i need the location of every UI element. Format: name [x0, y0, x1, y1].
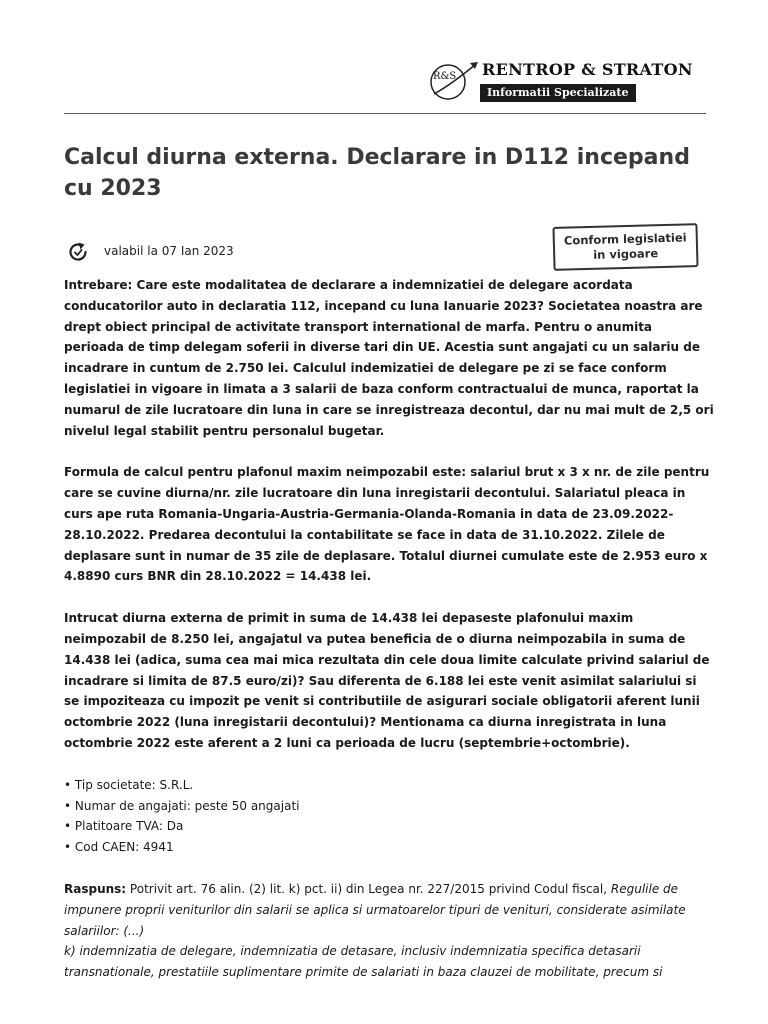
answer-label: Raspuns: — [64, 881, 127, 896]
list-item: • Cod CAEN: 4941 — [64, 840, 174, 855]
brand-initials: R&S — [433, 71, 457, 82]
article-body — [64, 275, 714, 983]
scenario-paragraph: Intrucat diurna externa de primit in suma de 14.438 lei depaseste plafonului maxim neimpozabil de 8.250 lei, angajatul va putea beneficia de o diurna neimpozabila in suma de 14.438 lei (adica, suma cea mai mica rezultata din cele doua limite calculate privind salariul de incadrare si limita de 87.5 euro/zi)? Sau diferenta de 6.188 lei este venit asimilat salariului si se impoziteaza cu impozit pe venit si contributiile de asigurari sociale obligatorii aferent lunii octombrie 2022 (luna inregistarii decontului)? Mentionama ca diurna inregistrata in luna octombrie 2022 este aferent a 2 luni ca perioada de lucru (septembrie+octombrie). — [64, 611, 710, 750]
list-item: • Tip societate: S.R.L. — [64, 777, 194, 792]
brand-tagline: Informatii Specializate — [480, 84, 636, 102]
header-divider — [64, 113, 706, 114]
refresh-icon — [66, 240, 90, 264]
legal-compliance-stamp — [552, 223, 698, 271]
formula-paragraph: Formula de calcul pentru plafonul maxim neimpozabil este: salariul brut x 3 x nr. de zile pentru care se cuvine diurna/nr. zile lucratoare din luna inregistarii decontului. Salariatul pleaca in curs ape ruta Romania-Ungaria-Austria-Germania-Olanda-Romania in data de 23.09.2022- 28.10.2022. Predarea decontului la contabilitate se face in data de 31.10.2022. Zilele de deplasare sunt in numar de 35 zile de deplasare. Totalul diurnei cumulate este de 2.953 euro x 4.8890 curs BNR din 28.10.2022 = 14.438 lei. — [64, 465, 710, 584]
page-title: Calcul diurna externa. Declarare in D112 incepand cu 2023 — [64, 145, 690, 201]
answer-quote-2: k) indemnizatia de delegare, indemnizatia de detasare, inclusiv indemnizatia specifica detasarii transnationale, prestatiile suplimentare primite de salariati in baza clauzei de mobilitate, precum si — [64, 944, 663, 980]
answer-quote-1: Regulile de impunere proprii veniturilor din salarii se aplica si urmatoarelor tipuri de venituri, considerate asimilate salariilor: (...) — [64, 881, 686, 938]
answer-paragraph — [64, 879, 714, 983]
question-paragraph: Intrebare: Care este modalitatea de declarare a indemnizatiei de delegare acordata conducatorilor auto in declaratia 112, incepand cu luna Ianuarie 2023? Societatea noastra are drept obiect principal de activitate transport international de marfa. Pentru o anumita perioada de timp delegam soferii in diverse tari din UE. Acestia sunt angajati cu un salariu de incadrare in cuntum de 2.750 lei. Calculul indemizatiei de delegare pe zi se face conform legislatiei in vigoare in limata a 3 salarii de baza conform contractualui de munca, raportat la numarul de zile lucratoare din luna in care se inregistreaza decontul, dar nu mai mult de 2,5 ori nivelul legal stabilit pentru personalul bugetar. — [64, 278, 714, 438]
brand-logo — [418, 56, 702, 106]
list-item: • Numar de angajati: peste 50 angajati — [64, 798, 300, 813]
company-details-list — [64, 775, 714, 858]
brand-name: RENTROP & STRATON — [482, 60, 693, 79]
stamp-line-2: in vigoare — [593, 246, 659, 262]
stamp-line-1: Conform legislatiei — [563, 230, 687, 248]
list-item: • Platitoare TVA: Da — [64, 819, 184, 834]
validity-date: valabil la 07 Ian 2023 — [104, 244, 234, 258]
answer-text: Potrivit art. 76 alin. (2) lit. k) pct. ii) din Legea nr. 227/2015 privind Codul fiscal, — [126, 881, 611, 896]
